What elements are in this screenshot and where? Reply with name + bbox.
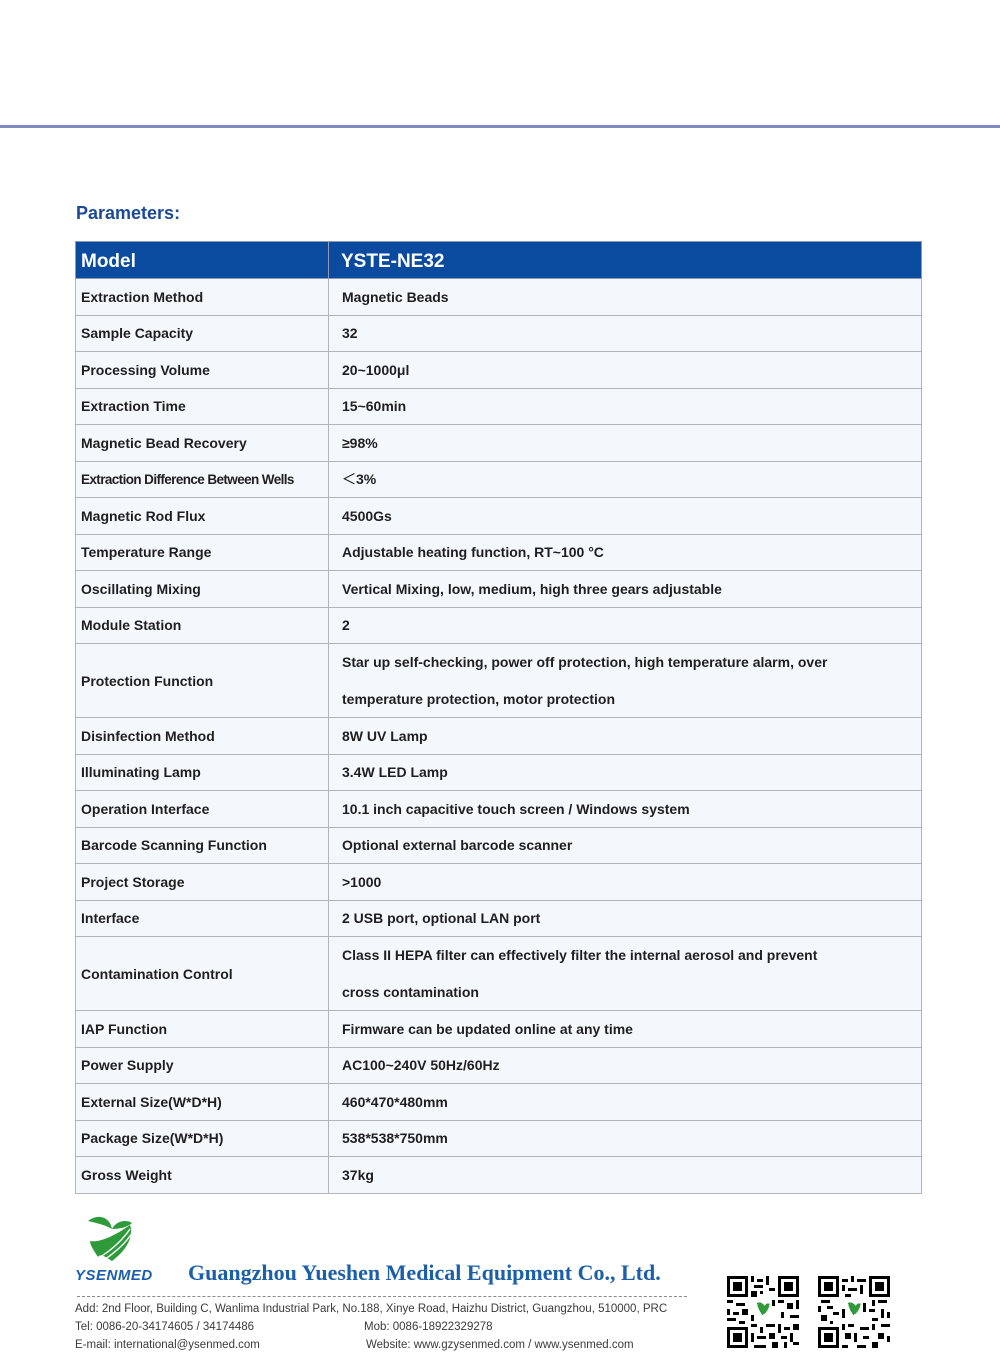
table-row xyxy=(76,754,922,791)
table-row xyxy=(76,791,922,828)
table-row xyxy=(76,864,922,901)
row-value: Firmware can be updated online at any time xyxy=(329,1011,922,1048)
row-value: 32 xyxy=(329,315,922,352)
row-label: Extraction Difference Between Wells xyxy=(76,461,329,498)
table-header-row xyxy=(76,242,922,279)
row-label: Package Size(W*D*H) xyxy=(76,1120,329,1157)
row-value xyxy=(329,644,922,718)
row-value: ＜3% xyxy=(329,461,922,498)
row-label: Processing Volume xyxy=(76,352,329,389)
row-value: Adjustable heating function, RT~100 °C xyxy=(329,534,922,571)
table-row xyxy=(76,607,922,644)
row-label: IAP Function xyxy=(76,1011,329,1048)
row-value: 460*470*480mm xyxy=(329,1084,922,1121)
parameters-table xyxy=(75,241,922,1194)
row-value-line: Class II HEPA filter can effectively filter the internal aerosol and prevent xyxy=(342,947,818,963)
header-label: Model xyxy=(76,242,329,279)
row-label: Illuminating Lamp xyxy=(76,754,329,791)
table-row xyxy=(76,718,922,755)
row-label: Extraction Time xyxy=(76,388,329,425)
table-row xyxy=(76,425,922,462)
row-value: 538*538*750mm xyxy=(329,1120,922,1157)
row-label: Protection Function xyxy=(76,644,329,718)
row-value: 10.1 inch capacitive touch screen / Windows system xyxy=(329,791,922,828)
row-value-line: temperature protection, motor protection xyxy=(342,690,616,707)
qr-code-icon xyxy=(724,1273,802,1351)
row-value xyxy=(329,937,922,1011)
row-value: 4500Gs xyxy=(329,498,922,535)
row-label: Barcode Scanning Function xyxy=(76,827,329,864)
table-row xyxy=(76,498,922,535)
email-text: E-mail: international@ysenmed.com xyxy=(75,1339,260,1351)
brand-name: YSENMED xyxy=(75,1267,153,1284)
row-label: Extraction Method xyxy=(76,279,329,316)
table-row xyxy=(76,388,922,425)
row-label: Operation Interface xyxy=(76,791,329,828)
row-label: Magnetic Bead Recovery xyxy=(76,425,329,462)
row-value: 3.4W LED Lamp xyxy=(329,754,922,791)
table-row xyxy=(76,937,922,1011)
table-row xyxy=(76,315,922,352)
website-text: Website: www.gzysenmed.com / www.ysenmed.com xyxy=(366,1339,634,1351)
row-label: Oscillating Mixing xyxy=(76,571,329,608)
row-label: Interface xyxy=(76,900,329,937)
mobile-text: Mob: 0086-18922329278 xyxy=(364,1321,493,1333)
row-value: 20~1000μl xyxy=(329,352,922,389)
row-value: Vertical Mixing, low, medium, high three gears adjustable xyxy=(329,571,922,608)
row-value: >1000 xyxy=(329,864,922,901)
row-label: Contamination Control xyxy=(76,937,329,1011)
company-name: Guangzhou Yueshen Medical Equipment Co., Ltd. xyxy=(188,1260,661,1285)
address-text: Add: 2nd Floor, Building C, Wanlima Industrial Park, No.188, Xinye Road, Haizhu District, Guangzhou, 510000, PRC xyxy=(75,1303,668,1315)
row-label: External Size(W*D*H) xyxy=(76,1084,329,1121)
row-label: Temperature Range xyxy=(76,534,329,571)
row-label: Disinfection Method xyxy=(76,718,329,755)
header-model-value: YSTE-NE32 xyxy=(329,242,922,279)
table-row xyxy=(76,644,922,718)
table-row xyxy=(76,461,922,498)
row-value: ≥98% xyxy=(329,425,922,462)
dashed-divider xyxy=(77,1296,687,1297)
row-label: Project Storage xyxy=(76,864,329,901)
table-row xyxy=(76,1011,922,1048)
row-label: Gross Weight xyxy=(76,1157,329,1194)
row-value-line: Star up self-checking, power off protection, high temperature alarm, over xyxy=(342,654,828,670)
row-label: Magnetic Rod Flux xyxy=(76,498,329,535)
table-row xyxy=(76,1157,922,1194)
table-row xyxy=(76,1047,922,1084)
row-value: AC100~240V 50Hz/60Hz xyxy=(329,1047,922,1084)
row-label: Module Station xyxy=(76,607,329,644)
row-value-line: cross contamination xyxy=(342,983,479,1000)
qr-code-icon xyxy=(815,1273,893,1351)
top-divider xyxy=(0,125,1000,128)
row-value: 2 USB port, optional LAN port xyxy=(329,900,922,937)
table-row xyxy=(76,352,922,389)
table-row xyxy=(76,900,922,937)
section-title: Parameters: xyxy=(76,203,181,223)
row-value: Optional external barcode scanner xyxy=(329,827,922,864)
row-value: 37kg xyxy=(329,1157,922,1194)
row-value: 8W UV Lamp xyxy=(329,718,922,755)
table-row xyxy=(76,534,922,571)
row-value: Magnetic Beads xyxy=(329,279,922,316)
table-row xyxy=(76,1120,922,1157)
row-label: Power Supply xyxy=(76,1047,329,1084)
row-label: Sample Capacity xyxy=(76,315,329,352)
table-row xyxy=(76,1084,922,1121)
row-value: 2 xyxy=(329,607,922,644)
tel-text: Tel: 0086-20-34174605 / 34174486 xyxy=(75,1321,255,1333)
table-row xyxy=(76,571,922,608)
table-row xyxy=(76,827,922,864)
table-row xyxy=(76,279,922,316)
row-value: 15~60min xyxy=(329,388,922,425)
footer xyxy=(0,1205,1000,1366)
